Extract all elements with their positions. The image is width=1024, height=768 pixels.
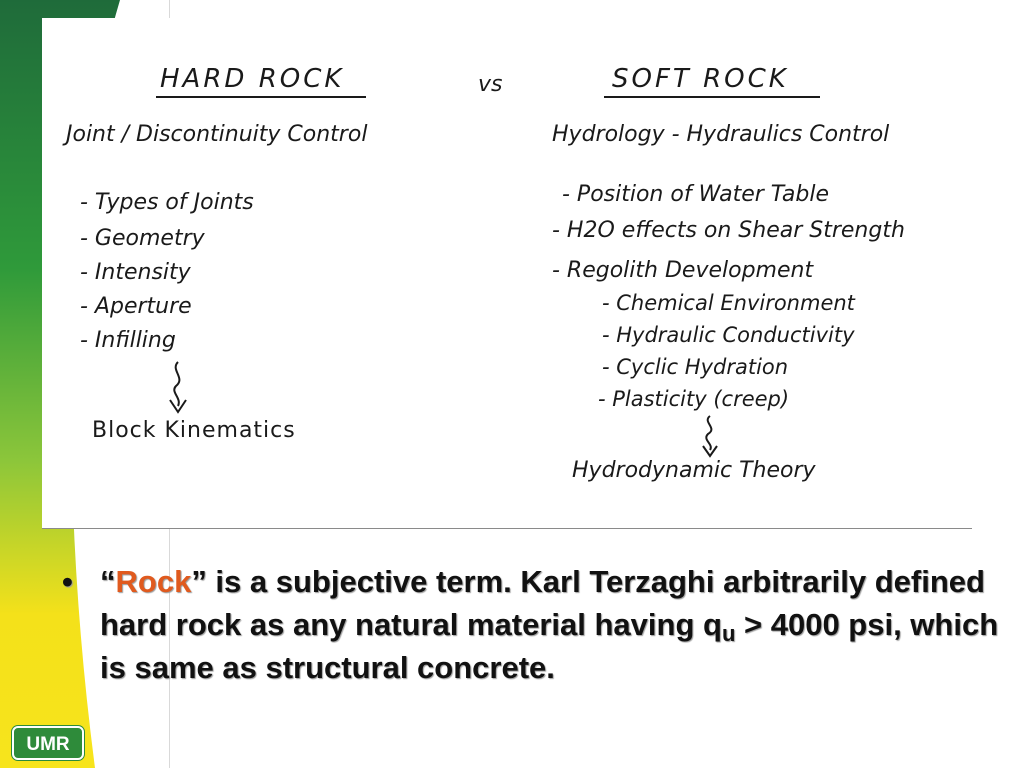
handwritten-figure [42, 18, 972, 529]
soft-rock-underline [604, 96, 820, 98]
bullet-text [100, 560, 1012, 689]
close-quote: ” [191, 564, 207, 599]
right-item-h2o-effects: - H2O effects on Shear Strength [552, 218, 905, 243]
soft-rock-heading: SOFT ROCK [612, 64, 789, 94]
umr-logo [12, 726, 84, 760]
bullet-paragraph [62, 560, 1012, 689]
umr-logo-text: UMR [26, 734, 70, 755]
hard-rock-underline [156, 96, 366, 98]
vs-label: vs [478, 72, 503, 97]
right-subitem-cyclic: - Cyclic Hydration [602, 355, 789, 379]
hard-rock-heading: HARD ROCK [160, 64, 345, 94]
bullet-marker: • [62, 564, 73, 599]
left-item-geometry: - Geometry [80, 226, 205, 251]
right-subitem-plasticity: - Plasticity (creep) [598, 387, 790, 411]
right-item-regolith: - Regolith Development [552, 258, 814, 283]
block-kinematics-label: Block Kinematics [92, 418, 296, 443]
open-quote: “ [100, 564, 116, 599]
hydrodynamic-theory-label: Hydrodynamic Theory [572, 458, 816, 483]
right-subitem-hydraulic: - Hydraulic Conductivity [602, 323, 855, 347]
subscript-u: u [721, 621, 736, 646]
bullet-text-part-2: > 4000 psi, which is same as structural concrete. [100, 607, 999, 685]
joint-control-heading: Joint / Discontinuity Control [66, 122, 368, 147]
bullet-text-part-1: is a subjective term. Karl Terzaghi arbitrarily defined hard rock as any natural material having q [100, 564, 985, 642]
hydrology-control-heading: Hydrology - Hydraulics Control [552, 122, 890, 147]
right-down-arrow-icon [698, 414, 722, 460]
left-down-arrow-icon [166, 360, 190, 416]
right-item-water-table: - Position of Water Table [562, 182, 830, 207]
right-subitem-chemical: - Chemical Environment [602, 291, 855, 315]
left-item-types-of-joints: - Types of Joints [80, 190, 254, 215]
left-item-infilling: - Infilling [80, 328, 176, 353]
left-item-aperture: - Aperture [80, 294, 192, 319]
left-item-intensity: - Intensity [80, 260, 191, 285]
rock-highlight: Rock [115, 564, 192, 599]
